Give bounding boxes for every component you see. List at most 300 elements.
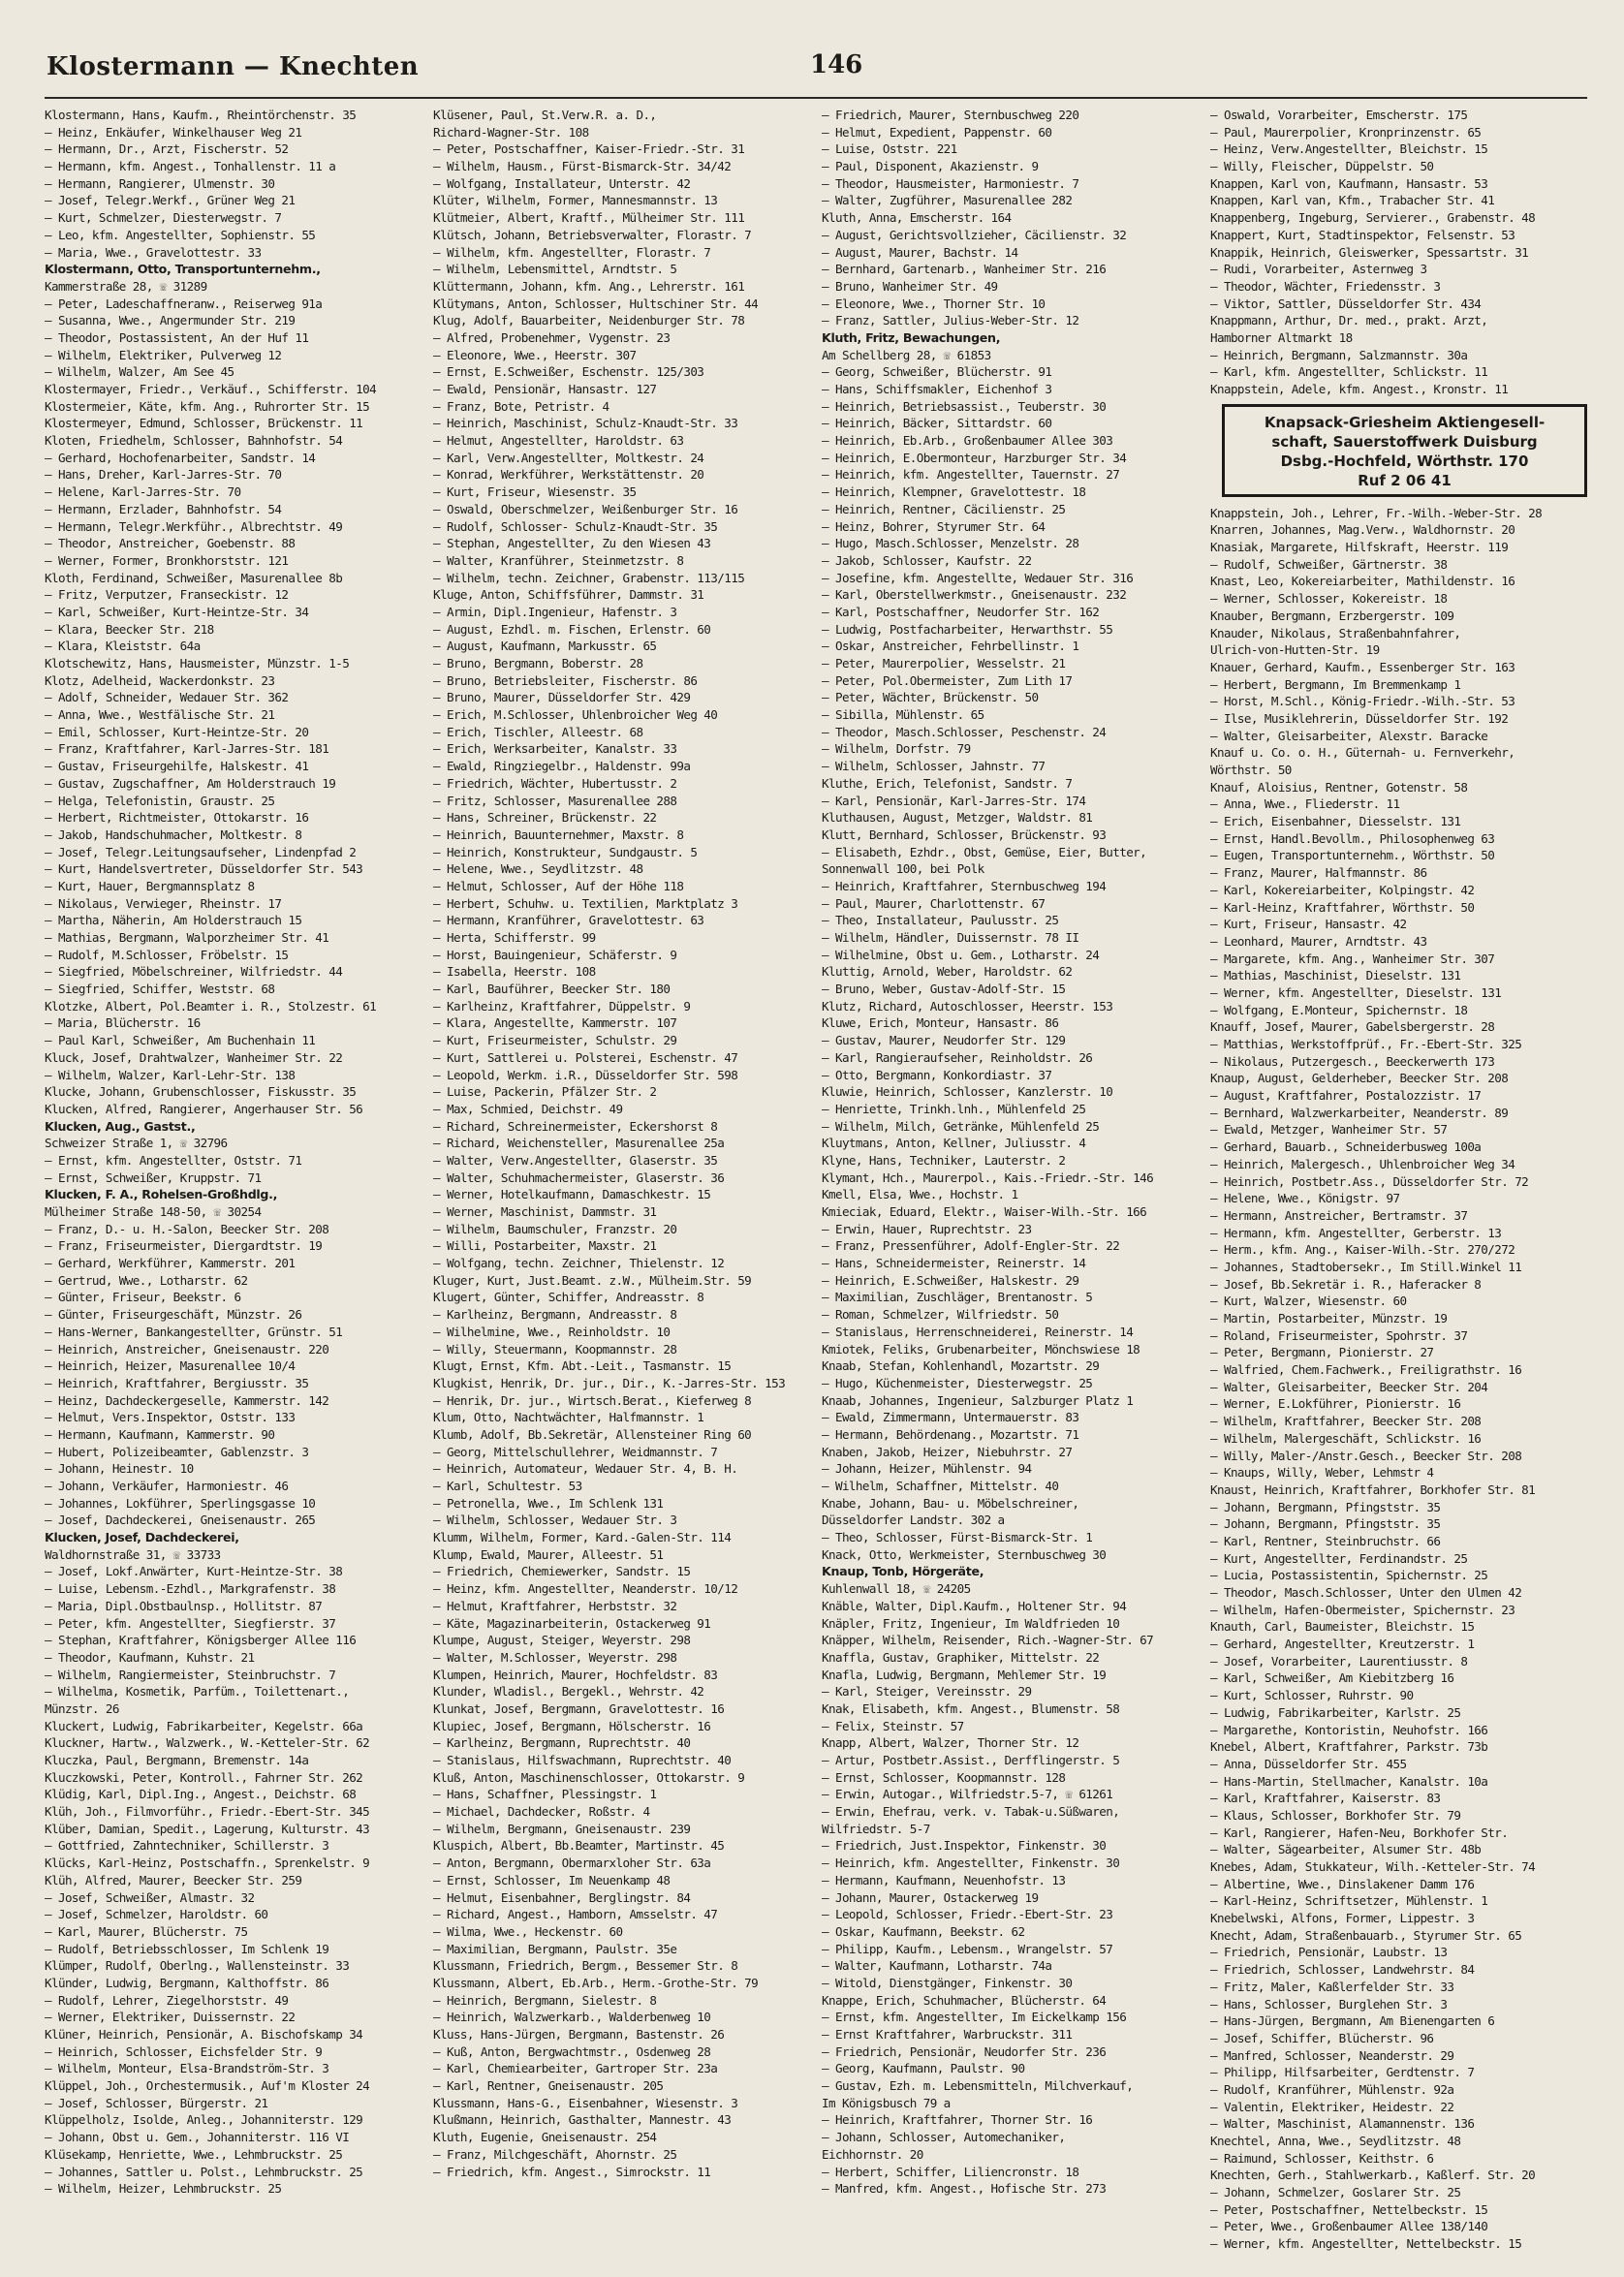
- directory-entry: Kluger, Kurt, Just.Beamt. z.W., Mülheim.Str. 59: [433, 1272, 752, 1288]
- directory-entry: — Wilhelm, Elektriker, Pulverweg 12: [45, 347, 282, 362]
- directory-entry: — Richard, Weichensteller, Masurenallee 25a: [433, 1136, 725, 1151]
- directory-entry: — Paul, Disponent, Akazienstr. 9: [822, 159, 1039, 174]
- directory-entry: Knauber, Bergmann, Erzbergerstr. 109: [1210, 608, 1454, 623]
- directory-entry: Klotzke, Albert, Pol.Beamter i. R., Stolzestr. 61: [45, 998, 377, 1014]
- directory-entry: — Hermann, kfm. Angestellter, Gerberstr. 13: [1210, 1225, 1502, 1240]
- directory-entry: — Josef, Schiffer, Blücherstr. 96: [1210, 2030, 1434, 2045]
- directory-entry: — Klaus, Schlosser, Borkhofer Str. 79: [1210, 1807, 1461, 1823]
- directory-entry: Kluth, Anna, Emscherstr. 164: [822, 210, 1012, 226]
- directory-entry: — Eugen, Transportunternehm., Wörthstr. 50: [1210, 848, 1495, 863]
- directory-entry: — Kurt, Schmelzer, Diesterwegstr. 7: [45, 210, 282, 226]
- directory-entry: — Walfried, Chem.Fachwerk., Freiligrathstr. 16: [1210, 1362, 1522, 1378]
- directory-entry: Klostermann, Hans, Kaufm., Rheintörchenstr. 35: [45, 108, 357, 122]
- directory-entry: — Peter, kfm. Angestellter, Siegfierstr. 37: [45, 1615, 336, 1631]
- directory-entry: — Helene, Karl-Jarres-Str. 70: [45, 484, 241, 500]
- directory-entry: Knechtel, Anna, Wwe., Seydlitzstr. 48: [1210, 2134, 1461, 2148]
- directory-entry: — Oswald, Oberschmelzer, Weißenburger Str. 16: [433, 501, 738, 516]
- directory-entry: — Hubert, Polizeibeamter, Gablenzstr. 3: [45, 1444, 309, 1459]
- directory-entry: — Heinrich, Kraftfahrer, Sternbuschweg 194: [822, 878, 1107, 893]
- directory-entry: Knapp, Albert, Walzer, Thorner Str. 12: [822, 1735, 1079, 1751]
- directory-entry: — Josef, Vorarbeiter, Laurentiusstr. 8: [1210, 1653, 1468, 1669]
- directory-entry: — Hans-Martin, Stellmacher, Kanalstr. 10a: [1210, 1773, 1488, 1789]
- directory-entry: — Maximilian, Zuschläger, Brentanostr. 5: [822, 1290, 1093, 1305]
- directory-entry: — Gustav, Friseurgehilfe, Halskestr. 41: [45, 759, 309, 774]
- directory-entry: Knäble, Walter, Dipl.Kaufm., Holtener Str. 94: [822, 1598, 1127, 1613]
- directory-entry: — Theo, Installateur, Paulusstr. 25: [822, 913, 1059, 928]
- directory-entry: Knappen, Karl van, Kfm., Trabacher Str. 41: [1210, 193, 1495, 208]
- directory-entry: Wörthstr. 50: [1210, 763, 1292, 777]
- directory-entry: — Ernst, Schweißer, Kruppstr. 71: [45, 1170, 262, 1185]
- directory-entry: — Karlheinz, Bergmann, Ruprechtstr. 40: [433, 1735, 691, 1751]
- directory-entry: — Günter, Friseur, Beekstr. 6: [45, 1290, 241, 1305]
- directory-entry: — Karl, Schweißer, Am Kiebitzberg 16: [1210, 1670, 1454, 1686]
- directory-entry: — Ewald, Ringziegelbr., Haldenstr. 99a: [433, 759, 691, 774]
- directory-entry: Waldhornstraße 31, ☏ 33733: [45, 1546, 221, 1562]
- directory-entry: Kluck, Josef, Drahtwalzer, Wanheimer Str. 22: [45, 1049, 343, 1065]
- directory-entry: — Helmut, Schlosser, Auf der Höhe 118: [433, 878, 684, 893]
- directory-entry: — Johannes, Stadtobersekr., Im Still.Winkel 11: [1210, 1259, 1522, 1274]
- directory-entry: — Werner, kfm. Angestellter, Nettelbeckstr. 15: [1210, 2236, 1522, 2252]
- directory-entry: Klußmann, Heinrich, Gasthalter, Mannestr. 43: [433, 2112, 732, 2128]
- directory-entry: — Kurt, Hauer, Bergmannsplatz 8: [45, 878, 255, 893]
- column-4: [1210, 107, 1587, 2277]
- directory-entry: — Manfred, kfm. Angest., Hofische Str. 273: [822, 2181, 1107, 2197]
- directory-entry: Knebel, Albert, Kraftfahrer, Parkstr. 73b: [1210, 1739, 1488, 1755]
- directory-entry: — Theo, Schlosser, Fürst-Bismarck-Str. 1: [822, 1530, 1093, 1545]
- directory-entry: — Walter, Kranführer, Steinmetzstr. 8: [433, 552, 684, 568]
- directory-entry: — Karl, Rentner, Steinbruchstr. 66: [1210, 1533, 1441, 1548]
- directory-entry: Kammerstraße 28, ☏ 31289: [45, 278, 207, 294]
- directory-entry: — Franz, Kraftfahrer, Karl-Jarres-Str. 181: [45, 741, 329, 757]
- directory-entry: — Werner, Elektriker, Duissernstr. 22: [45, 2010, 296, 2025]
- directory-entry: — Hans, Schneidermeister, Reinerstr. 14: [822, 1256, 1086, 1271]
- directory-entry: — Herbert, Bergmann, Im Bremmenkamp 1: [1210, 676, 1461, 692]
- directory-entry: — Fritz, Schlosser, Masurenallee 288: [433, 793, 677, 808]
- directory-entry: Knappstein, Joh., Lehrer, Fr.-Wilh.-Weber-Str. 28: [1210, 505, 1543, 520]
- directory-entry: Klotschewitz, Hans, Hausmeister, Münzstr. 1-5: [45, 656, 350, 671]
- directory-entry: — Helmut, Vers.Inspektor, Oststr. 133: [45, 1410, 296, 1425]
- directory-entry: — Georg, Schweißer, Blücherstr. 91: [822, 364, 1052, 380]
- directory-entry: — Stanislaus, Herrenschneiderei, Reinerstr. 14: [822, 1324, 1134, 1339]
- directory-entry: Knaffla, Gustav, Graphiker, Mittelstr. 22: [822, 1649, 1100, 1665]
- directory-entry: — Erich, M.Schlosser, Uhlenbroicher Weg 40: [433, 707, 718, 723]
- directory-entry: Kluthausen, August, Metzger, Waldstr. 81: [822, 810, 1093, 826]
- directory-entry: — Peter, Bergmann, Pionierstr. 27: [1210, 1345, 1434, 1360]
- directory-entry: — Stanislaus, Hilfswachmann, Ruprechtstr. 40: [433, 1753, 732, 1767]
- directory-entry: — Nikolaus, Putzergesch., Beeckerwerth 173: [1210, 1053, 1495, 1069]
- directory-entry: — Josef, Dachdeckerei, Gneisenaustr. 265: [45, 1513, 316, 1528]
- directory-entry: Kluckert, Ludwig, Fabrikarbeiter, Kegelstr. 66a: [45, 1718, 363, 1733]
- directory-entry: — Walter, Schuhmachermeister, Glaserstr. 36: [433, 1170, 725, 1185]
- directory-entry: — Helene, Wwe., Königstr. 97: [1210, 1191, 1400, 1206]
- directory-entry: — Georg, Kaufmann, Paulstr. 90: [822, 2061, 1025, 2076]
- directory-entry: — Heinrich, Anstreicher, Gneisenaustr. 220: [45, 1341, 329, 1357]
- directory-entry: Klug, Adolf, Bauarbeiter, Neidenburger Str. 78: [433, 313, 745, 328]
- directory-entry: Knebes, Adam, Stukkateur, Wilh.-Ketteler-Str. 74: [1210, 1859, 1536, 1874]
- directory-entry: — Hermann, Dr., Arzt, Fischerstr. 52: [45, 141, 289, 157]
- directory-entry: Klupiec, Josef, Bergmann, Hölscherstr. 16: [433, 1718, 711, 1733]
- directory-entry: — Kurt, Schlosser, Ruhrstr. 90: [1210, 1688, 1414, 1703]
- directory-entry: — Josefine, kfm. Angestellte, Wedauer Str. 316: [822, 570, 1134, 585]
- directory-entry: — Wilhelm, Lebensmittel, Arndtstr. 5: [433, 262, 677, 277]
- directory-entry: Knappenberg, Ingeburg, Servierer., Grabenstr. 48: [1210, 210, 1536, 226]
- directory-entry: — Franz, Bote, Petristr. 4: [433, 398, 609, 414]
- directory-entry: — Klara, Beecker Str. 218: [45, 621, 214, 637]
- directory-entry: — Adolf, Schneider, Wedauer Str. 362: [45, 690, 289, 705]
- directory-entry: — Bruno, Wanheimer Str. 49: [822, 278, 998, 294]
- directory-entry: — Werner, kfm. Angestellter, Dieselstr. 131: [1210, 984, 1502, 1000]
- directory-entry: Klostermayer, Friedr., Verkäuf., Schifferstr. 104: [45, 382, 377, 396]
- directory-entry: — Paul, Maurer, Charlottenstr. 67: [822, 895, 1046, 911]
- directory-entry: — Helene, Wwe., Seydlitzstr. 48: [433, 861, 643, 877]
- directory-entry: — Margarethe, Kontoristin, Neuhofstr. 166: [1210, 1722, 1488, 1737]
- directory-entry: — Theodor, Hausmeister, Harmoniestr. 7: [822, 175, 1079, 191]
- directory-entry: — Wilhelm, Dorfstr. 79: [822, 741, 971, 757]
- directory-entry: — Gustav, Maurer, Neudorfer Str. 129: [822, 1033, 1066, 1048]
- directory-entry: Kluss, Hans-Jürgen, Bergmann, Bastenstr. 26: [433, 2027, 725, 2042]
- directory-entry: — Hermann, Rangierer, Ulmenstr. 30: [45, 175, 275, 191]
- directory-entry: — Eleonore, Wwe., Thorner Str. 10: [822, 296, 1046, 311]
- directory-entry: — Johann, Heizer, Mühlenstr. 94: [822, 1461, 1032, 1477]
- directory-entry: — Hermann, Anstreicher, Bertramstr. 37: [1210, 1207, 1468, 1223]
- directory-entry: — Luise, Lebensm.-Ezhdl., Markgrafenstr. 38: [45, 1581, 336, 1597]
- directory-entry: Knappen, Karl von, Kaufmann, Hansastr. 53: [1210, 175, 1488, 191]
- directory-entry: — Anna, Wwe., Fliederstr. 11: [1210, 796, 1400, 812]
- directory-entry: — Karl, Kokereiarbeiter, Kolpingstr. 42: [1210, 882, 1475, 897]
- directory-entry: — Erwin, Ehefrau, verk. v. Tabak-u.Süßwaren,: [822, 1804, 1120, 1820]
- directory-entry: Knasiak, Margarete, Hilfskraft, Heerstr. 119: [1210, 540, 1509, 555]
- directory-entry: — Peter, Wwe., Großenbaumer Allee 138/140: [1210, 2219, 1488, 2234]
- directory-entry: — Helmut, Kraftfahrer, Herbststr. 32: [433, 1598, 677, 1613]
- directory-entry: — Werner, Maschinist, Dammstr. 31: [433, 1204, 657, 1219]
- directory-entry: — Michael, Dachdecker, Roßstr. 4: [433, 1804, 650, 1820]
- directory-entry: — Hugo, Masch.Schlosser, Menzelstr. 28: [822, 536, 1079, 551]
- directory-entry: — Rudolf, Lehrer, Ziegelhorststr. 49: [45, 1992, 289, 2008]
- directory-entry: — Helmut, Angestellter, Haroldstr. 63: [433, 433, 684, 449]
- directory-entry: — August, Kraftfahrer, Postalozzistr. 17: [1210, 1088, 1482, 1104]
- directory-entry: — Wilhelm, Baumschuler, Franzstr. 20: [433, 1221, 677, 1236]
- directory-entry: — Hermann, Erzlader, Bahnhofstr. 54: [45, 501, 282, 516]
- directory-entry: — Wilhelmine, Obst u. Gem., Lotharstr. 24: [822, 947, 1100, 962]
- directory-entry: — Theodor, Kaufmann, Kuhstr. 21: [45, 1649, 255, 1665]
- directory-entry: — Kurt, Sattlerei u. Polsterei, Eschenstr. 47: [433, 1049, 738, 1065]
- directory-entry: Richard-Wagner-Str. 108: [433, 124, 589, 140]
- directory-entry: — Herbert, Schiffer, Liliencronstr. 18: [822, 2164, 1079, 2179]
- directory-entry: — Hermann, Kaufmann, Neuenhofstr. 13: [822, 1872, 1066, 1887]
- directory-entry: — Heinz, Dachdeckergeselle, Kammerstr. 142: [45, 1392, 329, 1408]
- directory-entry: — Heinrich, Walzwerkarb., Walderbenweg 10: [433, 2010, 711, 2025]
- directory-entry: — Wilhelm, Händler, Duissernstr. 78 II: [822, 930, 1079, 945]
- directory-entry: — Ernst, Handl.Bevollm., Philosophenweg 63: [1210, 830, 1495, 846]
- directory-entry: — Klara, Angestellte, Kammerstr. 107: [433, 1015, 677, 1031]
- directory-entry: Klumm, Wilhelm, Former, Kard.-Galen-Str. 114: [433, 1530, 732, 1545]
- directory-entry: Klostermann, Otto, Transportunternehm.,: [45, 262, 321, 277]
- directory-entry: — Paul, Maurerpolier, Kronprinzenstr. 65: [1210, 124, 1482, 140]
- directory-entry: — Helga, Telefonistin, Graustr. 25: [45, 793, 275, 808]
- directory-entry: — Friedrich, Chemiewerker, Sandstr. 15: [433, 1564, 691, 1579]
- directory-entry: — Eleonore, Wwe., Heerstr. 307: [433, 347, 637, 362]
- directory-entry: — Johann, Schlosser, Automechaniker,: [822, 2130, 1066, 2145]
- directory-entry: — Siegfried, Schiffer, Weststr. 68: [45, 982, 275, 997]
- directory-entry: — Helmut, Eisenbahner, Berglingstr. 84: [433, 1889, 691, 1905]
- directory-entry: — Stephan, Kraftfahrer, Königsberger Allee 116: [45, 1633, 357, 1648]
- directory-entry: Knaben, Jakob, Heizer, Niebuhrstr. 27: [822, 1444, 1073, 1459]
- directory-entry: Klyne, Hans, Techniker, Lauterstr. 2: [822, 1152, 1066, 1168]
- directory-entry: — Gustav, Zugschaffner, Am Holderstrauch 19: [45, 775, 336, 791]
- directory-entry: — Heinrich, Maschinist, Schulz-Knaudt-Str. 33: [433, 416, 738, 431]
- directory-entry: — Josef, Bb.Sekretär i. R., Haferacker 8: [1210, 1276, 1482, 1292]
- directory-entry: — Wilhelm, Walzer, Am See 45: [45, 364, 234, 380]
- directory-entry: Klüber, Damian, Spedit., Lagerung, Kulturstr. 43: [45, 1821, 370, 1836]
- directory-entry: — Viktor, Sattler, Düsseldorfer Str. 434: [1210, 296, 1482, 311]
- directory-entry: — Wolfgang, techn. Zeichner, Thielenstr. 12: [433, 1256, 725, 1271]
- directory-entry: Kluckner, Hartw., Walzwerk., W.-Ketteler-Str. 62: [45, 1735, 370, 1751]
- directory-entry: — Wilma, Wwe., Heckenstr. 60: [433, 1923, 623, 1939]
- directory-entry: Klüppelholz, Isolde, Anleg., Johanniterstr. 129: [45, 2112, 363, 2128]
- directory-entry: — Witold, Dienstgänger, Finkenstr. 30: [822, 1975, 1073, 1990]
- directory-entry: Knauf u. Co. o. H., Güternah- u. Fernverkehr,: [1210, 745, 1515, 761]
- directory-entry: — Gerhard, Angestellter, Kreutzerstr. 1: [1210, 1637, 1475, 1652]
- directory-entry: — Herm., kfm. Ang., Kaiser-Wilh.-Str. 270/272: [1210, 1242, 1515, 1258]
- directory-entry: — Wilhelm, Hausm., Fürst-Bismarck-Str. 34/42: [433, 159, 732, 174]
- directory-entry: — Raimund, Schlosser, Keithstr. 6: [1210, 2150, 1434, 2166]
- directory-entry: Kluttig, Arnold, Weber, Haroldstr. 62: [822, 964, 1073, 980]
- directory-entry: Knappe, Erich, Schuhmacher, Blücherstr. 64: [822, 1992, 1107, 2008]
- directory-entry: — Wilhelm, Milch, Getränke, Mühlenfeld 25: [822, 1118, 1100, 1134]
- directory-entry: — Martin, Postarbeiter, Münzstr. 19: [1210, 1311, 1448, 1326]
- directory-entry: Klymant, Hch., Maurerpol., Kais.-Friedr.-Str. 146: [822, 1170, 1154, 1185]
- directory-entry: — Heinz, kfm. Angestellter, Neanderstr. 10/12: [433, 1581, 738, 1597]
- directory-entry: — Maximilian, Bergmann, Paulstr. 35e: [433, 1941, 677, 1956]
- directory-entry: — Wilhelm, Monteur, Elsa-Brandström-Str. 3: [45, 2061, 329, 2076]
- advertisement-box: [1222, 404, 1587, 497]
- directory-entry: — Heinrich, Bergmann, Salzmannstr. 30a: [1210, 347, 1468, 362]
- directory-entry: — Josef, Lokf.Anwärter, Kurt-Heintze-Str. 38: [45, 1564, 343, 1579]
- directory-entry: Knappmann, Arthur, Dr. med., prakt. Arzt,: [1210, 313, 1488, 328]
- directory-entry: Klünder, Ludwig, Bergmann, Kalthoffstr. 86: [45, 1975, 329, 1990]
- directory-entry: — Willy, Steuermann, Koopmannstr. 28: [433, 1341, 677, 1357]
- directory-entry: — Josef, Telegr.Leitungsaufseher, Lindenpfad 2: [45, 844, 357, 859]
- directory-entry: — Gerhard, Werkführer, Kammerstr. 201: [45, 1256, 296, 1271]
- directory-entry: — Franz, Maurer, Halfmannstr. 86: [1210, 865, 1427, 881]
- directory-entry: — Albertine, Wwe., Dinslakener Damm 176: [1210, 1876, 1475, 1891]
- directory-entry: — Heinrich, Heizer, Masurenallee 10/4: [45, 1358, 296, 1374]
- directory-entry: Klotz, Adelheid, Wackerdonkstr. 23: [45, 672, 275, 688]
- directory-entry: — Günter, Friseurgeschäft, Münzstr. 26: [45, 1307, 302, 1323]
- directory-entry: — Heinz, Enkäufer, Winkelhauser Weg 21: [45, 124, 302, 140]
- directory-entry: — Karl, Rentner, Gneisenaustr. 205: [433, 2078, 664, 2094]
- directory-entry: — Heinz, Bohrer, Styrumer Str. 64: [822, 518, 1046, 534]
- directory-entry: — Johann, Schmelzer, Goslarer Str. 25: [1210, 2185, 1461, 2200]
- directory-entry: Kuhlenwall 18, ☏ 24205: [822, 1581, 971, 1597]
- directory-entry: — Isabella, Heerstr. 108: [433, 964, 596, 980]
- directory-entry: Knauff, Josef, Maurer, Gabelsbergerstr. 28: [1210, 1019, 1495, 1035]
- directory-entry: — Hans, Schlosser, Burglehen Str. 3: [1210, 1996, 1448, 2012]
- directory-entry: — Ilse, Musiklehrerin, Düsseldorfer Str. 192: [1210, 710, 1509, 726]
- directory-entry: — Richard, Angest., Hamborn, Amsselstr. 47: [433, 1907, 718, 1922]
- directory-entry: — Heinrich, E.Schweißer, Halskestr. 29: [822, 1272, 1079, 1288]
- directory-entry: — Artur, Postbetr.Assist., Derfflingerstr. 5: [822, 1753, 1120, 1767]
- directory-entry: — Peter, Pol.Obermeister, Zum Lith 17: [822, 672, 1073, 688]
- directory-entry: Kluytmans, Anton, Kellner, Juliusstr. 4: [822, 1136, 1086, 1151]
- page-header: [45, 45, 1587, 99]
- directory-entry: Klugt, Ernst, Kfm. Abt.-Leit., Tasmanstr. 15: [433, 1358, 732, 1374]
- directory-entry: — Heinrich, Kraftfahrer, Thorner Str. 16: [822, 2112, 1093, 2128]
- directory-entry: — Herta, Schifferstr. 99: [433, 930, 596, 945]
- directory-entry: Knaust, Heinrich, Kraftfahrer, Borkhofer Str. 81: [1210, 1482, 1536, 1497]
- directory-entry: — Wolfgang, E.Monteur, Spichernstr. 18: [1210, 1002, 1468, 1017]
- directory-entry: — Willy, Maler-/Anstr.Gesch., Beecker Str. 208: [1210, 1448, 1522, 1463]
- directory-entry: — Wilhelm, techn. Zeichner, Grabenstr. 113/115: [433, 570, 745, 585]
- directory-entry: — Manfred, Schlosser, Neanderstr. 29: [1210, 2047, 1454, 2063]
- directory-entry: — Wilhelm, Schaffner, Mittelstr. 40: [822, 1479, 1059, 1493]
- directory-entry: Klutt, Bernhard, Schlosser, Brückenstr. 93: [822, 827, 1107, 842]
- advertisement-line: Dsbg.-Hochfeld, Wörthstr. 170: [1280, 452, 1529, 470]
- directory-entry: Kluthe, Erich, Telefonist, Sandstr. 7: [822, 775, 1073, 791]
- directory-entry: — Gustav, Ezh. m. Lebensmitteln, Milchverkauf,: [822, 2078, 1134, 2094]
- directory-entry: Klucken, Aug., Gastst.,: [45, 1118, 196, 1134]
- column-2: [433, 107, 810, 2277]
- directory-entry: — Wilhelm, Bergmann, Gneisenaustr. 239: [433, 1821, 691, 1836]
- directory-entry: — Heinz, Verw.Angestellter, Bleichstr. 15: [1210, 141, 1488, 157]
- directory-entry: — Ludwig, Fabrikarbeiter, Karlstr. 25: [1210, 1704, 1461, 1720]
- directory-entry: — Karl, Postschaffner, Neudorfer Str. 162: [822, 604, 1100, 619]
- directory-entry: — Henrik, Dr. jur., Wirtsch.Berat., Kieferweg 8: [433, 1392, 752, 1408]
- directory-entry: — Matthias, Werkstoffprüf., Fr.-Ebert-Str. 325: [1210, 1037, 1522, 1051]
- directory-entry: Klütymans, Anton, Schlosser, Hultschiner Str. 44: [433, 296, 759, 311]
- directory-entry: Am Schellberg 28, ☏ 61853: [822, 347, 991, 362]
- directory-entry: — Ernst, kfm. Angestellter, Im Eickelkamp 156: [822, 2010, 1127, 2025]
- directory-entry: — Herbert, Richtmeister, Ottokarstr. 16: [45, 810, 309, 826]
- directory-entry: — Peter, Ladeschaffneranw., Reiserweg 91a: [45, 296, 323, 311]
- directory-entry: — Paul Karl, Schweißer, Am Buchenhain 11: [45, 1033, 316, 1048]
- directory-entry: — Theodor, Wächter, Friedensstr. 3: [1210, 278, 1441, 294]
- directory-entry: — Wilhelm, Schlosser, Wedauer Str. 3: [433, 1513, 677, 1528]
- directory-entry: Kluth, Eugenie, Gneisenaustr. 254: [433, 2130, 657, 2145]
- directory-entry: Klostermeier, Käte, kfm. Ang., Ruhrorter Str. 15: [45, 398, 370, 414]
- directory-entry: — Karlheinz, Bergmann, Andreasstr. 8: [433, 1307, 677, 1323]
- directory-entry: — Valentin, Elektriker, Heidestr. 22: [1210, 2099, 1454, 2114]
- directory-entry: — Rudolf, M.Schlosser, Fröbelstr. 15: [45, 947, 289, 962]
- directory-entry: — Peter, Postschaffner, Nettelbeckstr. 15: [1210, 2201, 1488, 2217]
- directory-entry: — Hermann, kfm. Angest., Tonhallenstr. 11 a: [45, 159, 336, 174]
- directory-entry: — Mathias, Bergmann, Walporzheimer Str. 41: [45, 930, 329, 945]
- directory-entry: Klüh, Alfred, Maurer, Beecker Str. 259: [45, 1872, 302, 1887]
- directory-entry: Knak, Elisabeth, kfm. Angest., Blumenstr. 58: [822, 1700, 1120, 1716]
- directory-entry: Knäpper, Wilhelm, Reisender, Rich.-Wagner-Str. 67: [822, 1633, 1154, 1648]
- column-1: [45, 107, 422, 2277]
- directory-entry: — Hans-Werner, Bankangestellter, Grünstr. 51: [45, 1324, 343, 1339]
- directory-entry: — Heinrich, Kraftfahrer, Bergiusstr. 35: [45, 1375, 309, 1390]
- directory-entry: — Wilhelm, Hafen-Obermeister, Spichernstr. 23: [1210, 1602, 1515, 1617]
- directory-entry: — Heinrich, Bergmann, Sielestr. 8: [433, 1992, 657, 2008]
- directory-entry: — Philipp, Hilfsarbeiter, Gerdtenstr. 7: [1210, 2065, 1475, 2080]
- directory-entry: — Hans, Dreher, Karl-Jarres-Str. 70: [45, 467, 282, 483]
- directory-entry: — Armin, Dipl.Ingenieur, Hafenstr. 3: [433, 604, 677, 619]
- directory-entry: — Maria, Blücherstr. 16: [45, 1015, 201, 1031]
- directory-entry: — Anna, Düsseldorfer Str. 455: [1210, 1756, 1407, 1771]
- directory-entry: Kluth, Fritz, Bewachungen,: [822, 329, 1001, 345]
- directory-entry: — Ernst, kfm. Angestellter, Oststr. 71: [45, 1152, 302, 1168]
- directory-entry: Knappstein, Adele, kfm. Angest., Kronstr. 11: [1210, 382, 1509, 396]
- directory-entry: — Horst, M.Schl., König-Friedr.-Wilh.-Str. 53: [1210, 694, 1515, 709]
- directory-entry: — Roland, Friseurmeister, Spohrstr. 37: [1210, 1327, 1468, 1343]
- directory-entry: — Ernst, E.Schweißer, Eschenstr. 125/303: [433, 364, 704, 380]
- directory-entry: Klumpe, August, Steiger, Weyerstr. 298: [433, 1633, 691, 1648]
- directory-entry: — Heinrich, Schlosser, Eichsfelder Str. 9: [45, 2043, 323, 2059]
- directory-entry: Kloten, Friedhelm, Schlosser, Bahnhofstr. 54: [45, 433, 343, 449]
- directory-entry: — Otto, Bergmann, Konkordiastr. 37: [822, 1067, 1052, 1082]
- directory-entry: Knaup, Tonb, Hörgeräte,: [822, 1564, 984, 1579]
- directory-entry: Klutz, Richard, Autoschlosser, Heerstr. 153: [822, 998, 1113, 1014]
- directory-entry: — Heinrich, Klempner, Gravelottestr. 18: [822, 484, 1086, 500]
- directory-entry: — Heinrich, kfm. Angestellter, Tauernstr. 27: [822, 467, 1120, 483]
- directory-entry: — Hugo, Küchenmeister, Diesterwegstr. 25: [822, 1375, 1093, 1390]
- columns: [45, 107, 1587, 2277]
- directory-entry: — Hans, Schiffsmakler, Eichenhof 3: [822, 382, 1052, 396]
- directory-entry: — Johann, Heinestr. 10: [45, 1461, 194, 1477]
- directory-entry: — Karl, Rangierer, Hafen-Neu, Borkhofer Str.: [1210, 1825, 1509, 1840]
- directory-entry: — Wilhelm, Rangiermeister, Steinbruchstr. 7: [45, 1667, 336, 1682]
- directory-entry: — Kurt, Friseur, Hansastr. 42: [1210, 917, 1407, 932]
- directory-entry: — Willy, Fleischer, Düppelstr. 50: [1210, 159, 1434, 174]
- directory-entry: — August, Maurer, Bachstr. 14: [822, 244, 1018, 260]
- directory-entry: — Heinrich, Eb.Arb., Großenbaumer Allee 303: [822, 433, 1113, 449]
- directory-entry: — Ernst Kraftfahrer, Warbruckstr. 311: [822, 2027, 1073, 2042]
- directory-entry: Kluspich, Albert, Bb.Beamter, Martinstr. 45: [433, 1838, 725, 1854]
- directory-entry: Klüdig, Karl, Dipl.Ing., Angest., Deichstr. 68: [45, 1787, 357, 1802]
- directory-entry: — Karl, Bauführer, Beecker Str. 180: [433, 982, 671, 997]
- directory-entry: Knarren, Johannes, Mag.Verw., Waldhornstr. 20: [1210, 522, 1515, 538]
- directory-entry: — Werner, Former, Bronkhorststr. 121: [45, 552, 289, 568]
- directory-entry: — Käte, Magazinarbeiterin, Ostackerweg 91: [433, 1615, 711, 1631]
- directory-entry: — Karl, Pensionär, Karl-Jarres-Str. 174: [822, 793, 1086, 808]
- directory-entry: Klunkat, Josef, Bergmann, Gravelottestr. 16: [433, 1700, 725, 1716]
- directory-entry: Knebelwski, Alfons, Former, Lippestr. 3: [1210, 1911, 1475, 1926]
- directory-entry: — Wilhelma, Kosmetik, Parfüm., Toilettenart.,: [45, 1684, 350, 1700]
- page-number: 146: [810, 50, 863, 79]
- directory-entry: — Hermann, Kaufmann, Kammerstr. 90: [45, 1426, 275, 1442]
- directory-entry: — Johann, Obst u. Gem., Johanniterstr. 116 VI: [45, 2130, 350, 2145]
- directory-entry: Kluczkowski, Peter, Kontroll., Fahrner Str. 262: [45, 1769, 363, 1785]
- directory-entry: Klump, Ewald, Maurer, Alleestr. 51: [433, 1546, 664, 1562]
- directory-entry: — Ernst, Schlosser, Koopmannstr. 128: [822, 1769, 1066, 1785]
- directory-entry: Wilfriedstr. 5-7: [822, 1821, 930, 1836]
- directory-entry: — Karl, kfm. Angestellter, Schlickstr. 11: [1210, 364, 1488, 380]
- directory-entry: — Ewald, Zimmermann, Untermauerstr. 83: [822, 1410, 1079, 1425]
- directory-entry: — Wilhelm, Schlosser, Jahnstr. 77: [822, 759, 1046, 774]
- directory-entry: — Hermann, Kranführer, Gravelottestr. 63: [433, 913, 704, 928]
- directory-entry: — Wolfgang, Installateur, Unterstr. 42: [433, 175, 691, 191]
- directory-entry: — Franz, D.- u. H.-Salon, Beecker Str. 208: [45, 1221, 329, 1236]
- directory-entry: — Gerhard, Bauarb., Schneiderbusweg 100a: [1210, 1139, 1482, 1155]
- directory-entry: Sonnenwall 100, bei Polk: [822, 861, 984, 877]
- directory-entry: — Hermann, Behördenang., Mozartstr. 71: [822, 1426, 1079, 1442]
- directory-entry: — Erwin, Hauer, Ruprechtstr. 23: [822, 1221, 1032, 1236]
- directory-entry: — Friedrich, Just.Inspektor, Finkenstr. 30: [822, 1838, 1107, 1854]
- directory-entry: Knaab, Johannes, Ingenieur, Salzburger Platz 1: [822, 1392, 1134, 1408]
- directory-entry: — Johann, Bergmann, Pfingststr. 35: [1210, 1516, 1441, 1532]
- directory-entry: — Leonhard, Maurer, Arndtstr. 43: [1210, 933, 1427, 949]
- directory-entry: — Heinrich, Postbetr.Ass., Düsseldorfer Str. 72: [1210, 1173, 1529, 1189]
- directory-entry: — Willi, Postarbeiter, Maxstr. 21: [433, 1238, 657, 1254]
- directory-entry: — Philipp, Kaufm., Lebensm., Wrangelstr. 57: [822, 1941, 1113, 1956]
- directory-entry: — Maria, Wwe., Gravelottestr. 33: [45, 244, 262, 260]
- advertisement-line: Ruf 2 06 41: [1358, 471, 1452, 489]
- directory-entry: — Heinrich, Automateur, Wedauer Str. 4, B. H.: [433, 1461, 738, 1477]
- directory-entry: — Theodor, Postassistent, An der Huf 11: [45, 329, 309, 345]
- directory-entry: — Ludwig, Postfacharbeiter, Herwarthstr. 55: [822, 621, 1113, 637]
